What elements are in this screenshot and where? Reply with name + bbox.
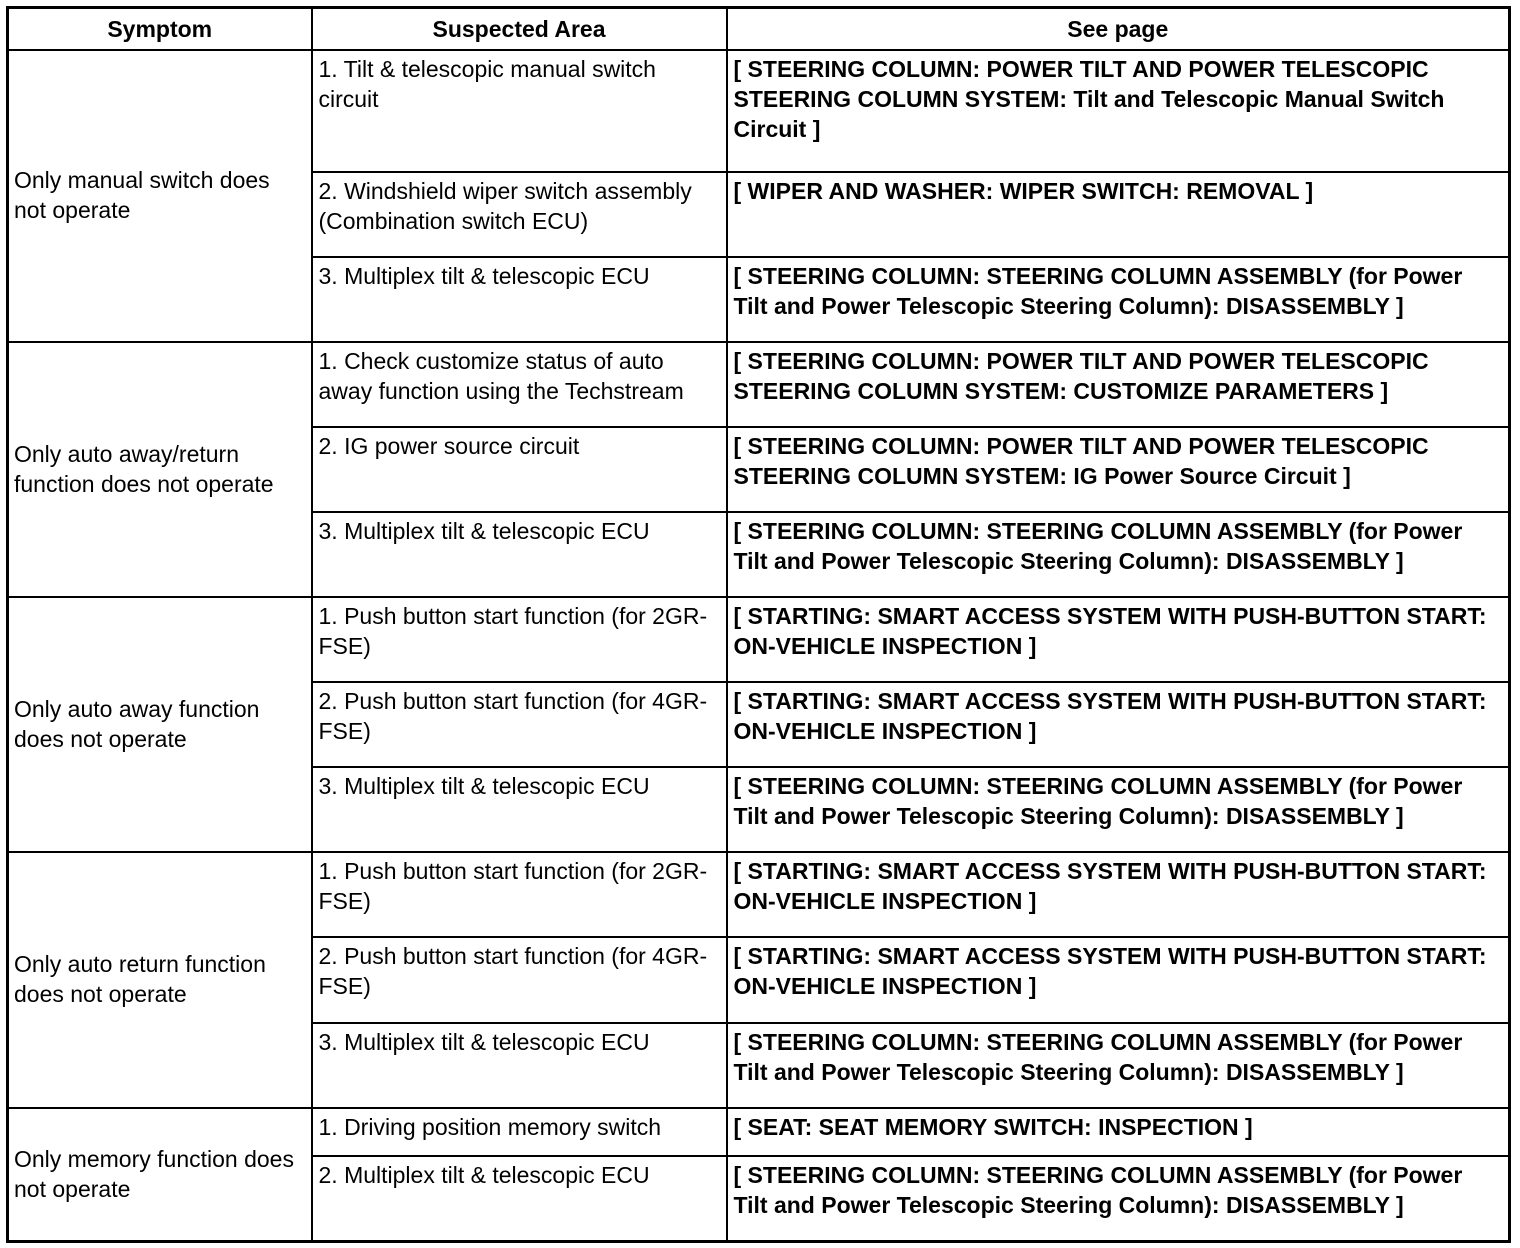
see-page-link[interactable]: [ STEERING COLUMN: STEERING COLUMN ASSEMBLY (for Power Tilt and Power Telescopic Steering Column): DISASSEMBLY ] (727, 767, 1510, 852)
suspected-area-cell: 3. Multiplex tilt & telescopic ECU (312, 512, 727, 597)
suspected-area-cell: 2. Windshield wiper switch assembly (Combination switch ECU) (312, 172, 727, 257)
symptom-cell: Only manual switch does not operate (8, 50, 312, 342)
header-suspected-area: Suspected Area (312, 8, 727, 50)
header-symptom: Symptom (8, 8, 312, 50)
see-page-link[interactable]: [ STEERING COLUMN: POWER TILT AND POWER TELESCOPIC STEERING COLUMN SYSTEM: IG Power Source Circuit ] (727, 427, 1510, 512)
table-row (8, 1108, 1510, 1156)
table-row (8, 852, 1510, 937)
symptom-cell: Only memory function does not operate (8, 1108, 312, 1242)
suspected-area-cell: 3. Multiplex tilt & telescopic ECU (312, 257, 727, 342)
suspected-area-cell: 3. Multiplex tilt & telescopic ECU (312, 767, 727, 852)
see-page-link[interactable]: [ STEERING COLUMN: POWER TILT AND POWER TELESCOPIC STEERING COLUMN SYSTEM: Tilt and Telescopic Manual Switch Circuit ] (727, 50, 1510, 172)
suspected-area-cell: 1. Driving position memory switch (312, 1108, 727, 1156)
see-page-link[interactable]: [ STARTING: SMART ACCESS SYSTEM WITH PUSH-BUTTON START: ON-VEHICLE INSPECTION ] (727, 597, 1510, 682)
see-page-link[interactable]: [ STEERING COLUMN: STEERING COLUMN ASSEMBLY (for Power Tilt and Power Telescopic Steering Column): DISASSEMBLY ] (727, 1023, 1510, 1108)
see-page-link[interactable]: [ STEERING COLUMN: POWER TILT AND POWER TELESCOPIC STEERING COLUMN SYSTEM: CUSTOMIZE PARAMETERS ] (727, 342, 1510, 427)
problem-symptoms-table (6, 6, 1511, 1243)
see-page-link[interactable]: [ STEERING COLUMN: STEERING COLUMN ASSEMBLY (for Power Tilt and Power Telescopic Steering Column): DISASSEMBLY ] (727, 1156, 1510, 1242)
see-page-link[interactable]: [ STEERING COLUMN: STEERING COLUMN ASSEMBLY (for Power Tilt and Power Telescopic Steering Column): DISASSEMBLY ] (727, 257, 1510, 342)
table-row (8, 597, 1510, 682)
suspected-area-cell: 2. Push button start function (for 4GR-FSE) (312, 682, 727, 767)
suspected-area-cell: 3. Multiplex tilt & telescopic ECU (312, 1023, 727, 1108)
see-page-link[interactable]: [ SEAT: SEAT MEMORY SWITCH: INSPECTION ] (727, 1108, 1510, 1156)
table-row (8, 50, 1510, 172)
header-see-page: See page (727, 8, 1510, 50)
symptom-cell: Only auto away/return function does not operate (8, 342, 312, 597)
see-page-link[interactable]: [ STEERING COLUMN: STEERING COLUMN ASSEMBLY (for Power Tilt and Power Telescopic Steering Column): DISASSEMBLY ] (727, 512, 1510, 597)
suspected-area-cell: 2. IG power source circuit (312, 427, 727, 512)
see-page-link[interactable]: [ STARTING: SMART ACCESS SYSTEM WITH PUSH-BUTTON START: ON-VEHICLE INSPECTION ] (727, 682, 1510, 767)
suspected-area-cell: 2. Multiplex tilt & telescopic ECU (312, 1156, 727, 1242)
symptom-cell: Only auto return function does not operate (8, 852, 312, 1107)
see-page-link[interactable]: [ STARTING: SMART ACCESS SYSTEM WITH PUSH-BUTTON START: ON-VEHICLE INSPECTION ] (727, 937, 1510, 1022)
symptom-cell: Only auto away function does not operate (8, 597, 312, 852)
suspected-area-cell: 1. Push button start function (for 2GR-FSE) (312, 852, 727, 937)
suspected-area-cell: 1. Push button start function (for 2GR-FSE) (312, 597, 727, 682)
see-page-link[interactable]: [ WIPER AND WASHER: WIPER SWITCH: REMOVAL ] (727, 172, 1510, 257)
suspected-area-cell: 1. Check customize status of auto away function using the Techstream (312, 342, 727, 427)
suspected-area-cell: 1. Tilt & telescopic manual switch circuit (312, 50, 727, 172)
suspected-area-cell: 2. Push button start function (for 4GR-FSE) (312, 937, 727, 1022)
table-row (8, 342, 1510, 427)
see-page-link[interactable]: [ STARTING: SMART ACCESS SYSTEM WITH PUSH-BUTTON START: ON-VEHICLE INSPECTION ] (727, 852, 1510, 937)
table-header-row (8, 8, 1510, 50)
